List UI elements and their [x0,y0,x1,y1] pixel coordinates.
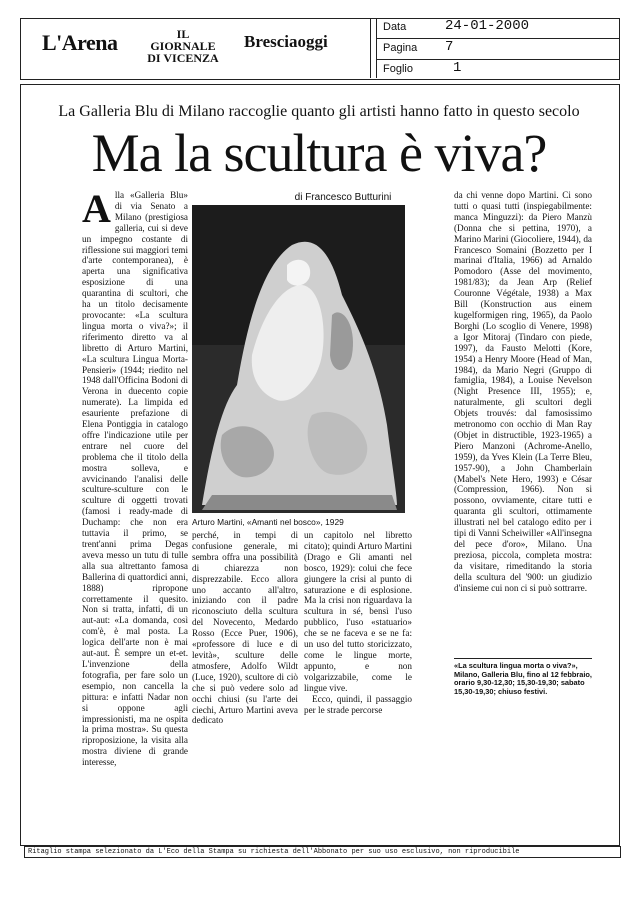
meta-row-pagina [377,39,619,60]
meta-label: Pagina [383,42,418,54]
article-kicker: La Galleria Blu di Milano raccoglie quanto gli artisti hanno fatto in questo secolo [58,103,580,120]
photo-caption: Arturo Martini, «Amanti nel bosco», 1929 [192,517,344,527]
column-2-text: perché, in tempi di confusione generale, mi sembra offra una possibilità di chiarezza non disprezzabile. Ecco allora uno accanto all'altro, iniziando con il padre riconosciuto della scultura del Novecento, Medardo Rosso (Ecce Puer, 1906), «professore di luce e di levità», sculture delle atmosfere, Adolfo Wildt (Luce, 1920), scultore di ciò che si può vedere solo ad occhi chiusi (su l'arte dei ciechi, Arturo Martini aveva dedicato [192,530,298,726]
meta-label: Data [383,21,407,33]
article-column-4 [454,190,592,658]
clipping-meta [376,18,619,78]
article-column-3 [304,530,412,740]
column-1-text: lla «Galleria Blu» di via Senato a Milano (prestigiosa galleria, cui si deve un impegno costante di riflessione sui maggiori temi d'arte contemporanea), è aperta una significativa esposizione di una quarantina di scultori, che ha un titolo decisamente provocante: «La scultura lingua morta o viva?»; il riferimento diretto va al libretto di Arturo Martini, «La scultura Lingua Morta-Pensieri» (1944; riedito nel 1948 dall'Officina Bodoni di Verona in duecento copie numerate). La limpida ed esauriente prefazione di Elena Pontiggia in catalogo offre l'indicazione utile per entrare nel cuore del problema che il titolo della mostra solleva, e avvicinando l'analisi delle sculture-sculture con le sculture di oggetti trovati (famosi i ready-made di Duchamp: che non era tuttavia il primo, se trent'anni prima Degas aveva messo un tutu di tulle alla sua altrettanto famosa Ballerina di quattordici anni, 1888) ripropone correttamente il quesito. Non si tratta, infatti, di un aut-aut: «La domanda, così com'è, è mal posta. La logica dell'arte non è mai aut-aut. È sempre un et-et. L'invenzione della fotografia, per fare solo un esempio, non cancella la pittura: e infatti Nadar non si oppone agli impressionisti, ma ne ospita la prima mostra». Su questa riproposizione, la visita alla mostra diviene di grande interesse, [82,190,188,768]
exhibition-info: «La scultura lingua morta o viva?», Milano, Galleria Blu, fino al 12 febbraio, orario 9,30-12,30; 15,30-19,30; sabato 15,30-19,30; chiuso festivi. [454,661,592,696]
drop-cap: A [82,186,111,231]
sculpture-photo [192,205,405,513]
mastheads-box [20,18,371,78]
sidebar-rule [454,658,592,659]
sculpture-image [192,205,405,513]
meta-label: Foglio [383,63,413,75]
article-byline: di Francesco Butturini [294,192,392,203]
column-3-text: un capitolo nel libretto citato); quindi Arturo Martini (Drago e Gli amanti nel bosco, 1929): colui che fece giungere la crisi al punto di saturazione e di esplosione. Ma la crisi non riguardava la scultura in sé, bensì l'uso pubblico, l'uso «statuario» che se ne faceva e se ne fa: un uso del tutto storicizzato, come le lingue morte, appunto, e non volgarizzabile, come le lingue vive. [304,530,412,693]
article-column-2 [192,530,298,740]
meta-value-page: 7 [445,39,454,55]
masthead-arena: L'Arena [42,30,118,55]
article-headline: Ma la scultura è viva? [91,123,547,183]
meta-row-foglio [377,60,619,80]
article-column-1 [82,186,188,768]
meta-row-data [377,18,619,39]
meta-value-date: 24-01-2000 [445,18,530,34]
masthead-bresciaoggi: Bresciaoggi [244,32,328,51]
column-3-text-b: Ecco, quindi, il passaggio per le strade percorse [304,693,412,715]
masthead-giornale-vicenza: IL GIORNALE DI VICENZA [147,27,219,65]
clipping-footer: Ritaglio stampa selezionato da L'Eco della Stampa su richiesta dell'Abbonato per suo uso esclusivo, non riproducibile [24,846,621,858]
column-4-text: da chi venne dopo Martini. Ci sono tutti o quasi tutti (inspiegabilmente: manca Minguzzi): da Piero Manzù (Donna che si pettina, 1970), a Marino Marini (Giocoliere, 1944), da Francesco Somaini (Bozzetto per I marinai d'Italia, 1966) ad Arnaldo Pomodoro (Asse del movimento, 1981/83); da Jean Arp (Relief Couronne Végétale, 1938) a Max Bill (Konstruction aus einem kugelformigen ring, 1965), da Paolo Borghi (Lo scoglio di Venere, 1998) a Igor Mitoraj (Tindaro con piede, 1997), da Fausto Melotti (Kore, 1954) a Henry Moore (Head of Man, 1984), da Mario Negri (Gruppo di famiglia, 1984), a Louise Nevelson (Night Presence III, 1955); e, naturalmente, gli scultori degli Objets trouvés: dal famosissimo metronomo con occhio di Man Ray (Objet in distructible, 1923-1965) a Piero Manzoni (Achrome-Anello, 1959), da Yves Klein (La Terre Bleu, 1957-90), a John Chamberlain (Mabel's Nete Hero, 1993) e César (Compression, 1966). Non si possono, ovviamente, citare tutti e quaranta gli scultori, ottimamente illustrati nel bel catalogo edito per i tipi di Vanni Scheiwiller «All'insegna del pece d'oro», Milano. Una preziosa, piccola, completa mostra: da visitare, rimeditando la storia della scultura del '900: un giudizio d'insieme cui non ci si può sottrarre. [454,190,592,593]
meta-value-sheet: 1 [453,60,462,76]
